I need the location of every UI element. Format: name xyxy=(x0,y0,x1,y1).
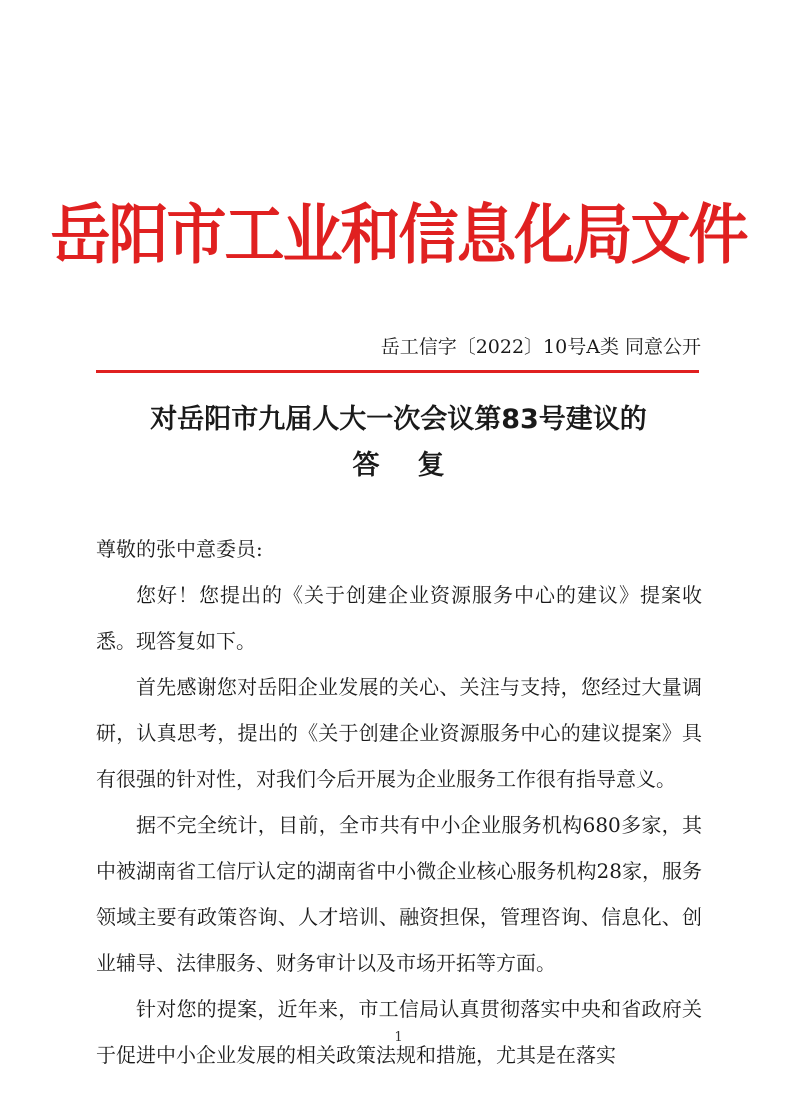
reply-title-line-2: 答复 xyxy=(352,450,483,481)
reply-title-line-1: 对岳阳市九届人大一次会议第83号建议的 xyxy=(150,404,647,435)
salutation: 尊敬的张中意委员: xyxy=(96,537,263,561)
document-number: 岳工信字〔2022〕10号A类 同意公开 xyxy=(380,336,701,358)
paragraph-4: 针对您的提案，近年来，市工信局认真贯彻落实中央和省政府关于促进中小企业发展的相关政策法规和措施，尤其是在落实 xyxy=(96,997,702,1067)
page-number: 1 xyxy=(394,1030,403,1045)
paragraph-1: 您好！您提出的《关于创建企业资源服务中心的建议》提案收悉。现答复如下。 xyxy=(96,583,702,653)
red-divider-line xyxy=(96,370,699,373)
body-text xyxy=(96,526,702,1078)
masthead-title: 岳阳市工业和信息化局文件 xyxy=(50,197,747,273)
paragraph-3: 据不完全统计，目前，全市共有中小企业服务机构680多家，其中被湖南省工信厅认定的湖南省中小微企业核心服务机构28家，服务领域主要有政策咨询、人才培训、融资担保，管理咨询、信息化、创业辅导、法律服务、财务审计以及市场开拓等方面。 xyxy=(96,813,702,975)
paragraph-2: 首先感谢您对岳阳企业发展的关心、关注与支持，您经过大量调研，认真思考，提出的《关于创建企业资源服务中心的建议提案》具有很强的针对性，对我们今后开展为企业服务工作很有指导意义。 xyxy=(96,675,702,791)
